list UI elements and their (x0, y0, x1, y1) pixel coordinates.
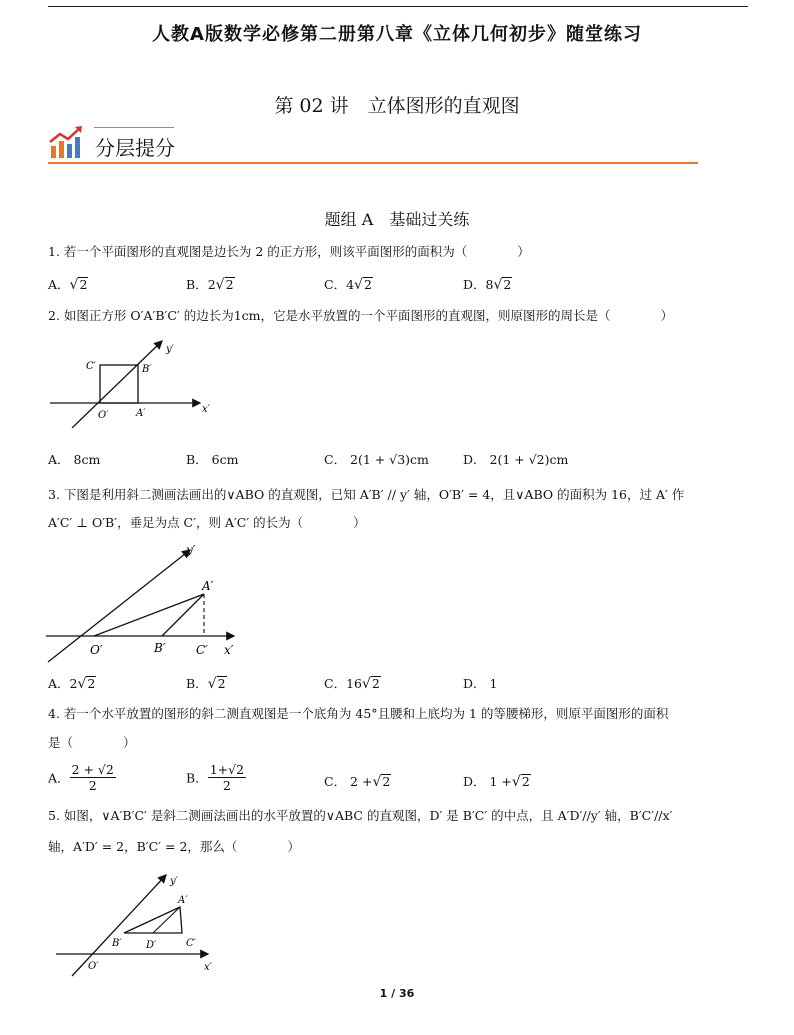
section-header (48, 124, 698, 164)
question-3-line-2: A′C′ ⊥ O′B′，垂足为点 C′，则 A′C′ 的长为（ ） (48, 515, 366, 530)
q4-option-c[interactable]: C． 2 +√2 (324, 774, 391, 790)
q2-option-d[interactable]: D． 2(1 + √2)cm (463, 452, 569, 467)
q3-option-b[interactable]: B．√2 (186, 676, 226, 692)
q2-label-o: O′ (98, 410, 109, 421)
q5-label-o: O′ (88, 961, 99, 972)
q3-option-c[interactable]: C．16√2 (324, 676, 380, 692)
q2-option-b[interactable]: B． 6cm (186, 452, 239, 467)
q3-label-a: A′ (202, 579, 214, 593)
q5-label-y: y′ (170, 876, 178, 887)
q3-option-a[interactable]: A．2√2 (48, 676, 96, 692)
q3-label-y: y′ (186, 543, 196, 557)
q1-option-a[interactable]: A．√2 (48, 277, 88, 293)
q2-label-a: A′ (136, 408, 146, 419)
q2-figure (50, 336, 220, 428)
q2-label-c: C′ (86, 361, 96, 372)
q1-option-c[interactable]: C．4√2 (324, 277, 372, 293)
group-title: 题组 A 基础过关练 (324, 210, 470, 229)
q2-square (100, 365, 138, 403)
page-number: 1 / 36 (379, 987, 415, 1000)
q3-label-c: C′ (196, 643, 208, 657)
question-4-line-2: 是（ ） (48, 735, 136, 750)
question-4-line-1: 4. 若一个水平放置的图形的斜二测直观图是一个底角为 45°且腰和上底均为 1 的等腰梯形，则原平面图形的面积 (48, 706, 669, 721)
q2-y-axis (72, 341, 162, 428)
q5-label-c: C′ (186, 938, 196, 949)
q2-option-c[interactable]: C． 2(1 + √3)cm (324, 452, 429, 467)
q3-label-b: B′ (154, 641, 166, 655)
question-1-text: 1. 若一个平面图形的直观图是边长为 2 的正方形，则该平面图形的面积为（ ） (48, 244, 530, 259)
section-label: 分层提分 (95, 136, 175, 160)
q1-option-b[interactable]: B．2√2 (186, 277, 234, 293)
q2-label-y: y′ (166, 344, 174, 355)
section-overline (94, 127, 174, 128)
q4-option-a[interactable]: A． $\frac{2 + √2}{2}$ (48, 762, 114, 793)
q5-segment-ad (153, 907, 180, 933)
q3-label-o: O′ (90, 643, 103, 657)
q5-label-a: A′ (178, 895, 188, 906)
q3-segment-ba (162, 594, 204, 636)
q5-label-d: D′ (146, 940, 157, 951)
chart-growth-icon (48, 126, 88, 162)
q3-figure (46, 542, 246, 664)
q5-figure (56, 870, 226, 978)
q3-label-x: x′ (224, 643, 234, 657)
q5-label-x: x′ (204, 962, 212, 973)
q3-option-d[interactable]: D． 1 (463, 676, 498, 691)
q2-label-x: x′ (202, 404, 210, 415)
question-5-line-2: 轴，A′D′ = 2，B′C′ = 2，那么（ ） (48, 839, 300, 854)
q3-segment-oa (94, 594, 204, 636)
lecture-title: 第 02 讲 立体图形的直观图 (274, 95, 520, 117)
q5-label-b: B′ (112, 938, 122, 949)
question-3-line-1: 3. 下图是利用斜二测画法画出的∨ABO 的直观图，已知 A′B′ // y′ 轴，O′B′ = 4，且∨ABO 的面积为 16，过 A′ 作 (48, 487, 685, 502)
q4-option-d[interactable]: D． 1 +√2 (463, 774, 530, 790)
q3-y-axis (48, 550, 190, 662)
q5-y-axis (72, 875, 166, 976)
header-rule (48, 6, 748, 7)
section-underline (48, 162, 698, 164)
question-5-line-1: 5. 如图，∨A′B′C′ 是斜二测画法画出的水平放置的∨ABC 的直观图，D′ 是 B′C′ 的中点，且 A′D′//y′ 轴，B′C′//x′ (48, 808, 673, 823)
document-title: 人教A版数学必修第二册第八章《立体几何初步》随堂练习 (152, 24, 642, 45)
q2-option-a[interactable]: A． 8cm (48, 452, 101, 467)
q2-label-b: B′ (142, 364, 152, 375)
q1-option-d[interactable]: D．8√2 (463, 277, 512, 293)
question-2-text: 2. 如图正方形 O′A′B′C′ 的边长为1cm，它是水平放置的一个平面图形的直观图，则原图形的周长是（ ） (48, 308, 674, 323)
q4-option-b[interactable]: B． $\frac{1+√2}{2}$ (186, 762, 245, 793)
